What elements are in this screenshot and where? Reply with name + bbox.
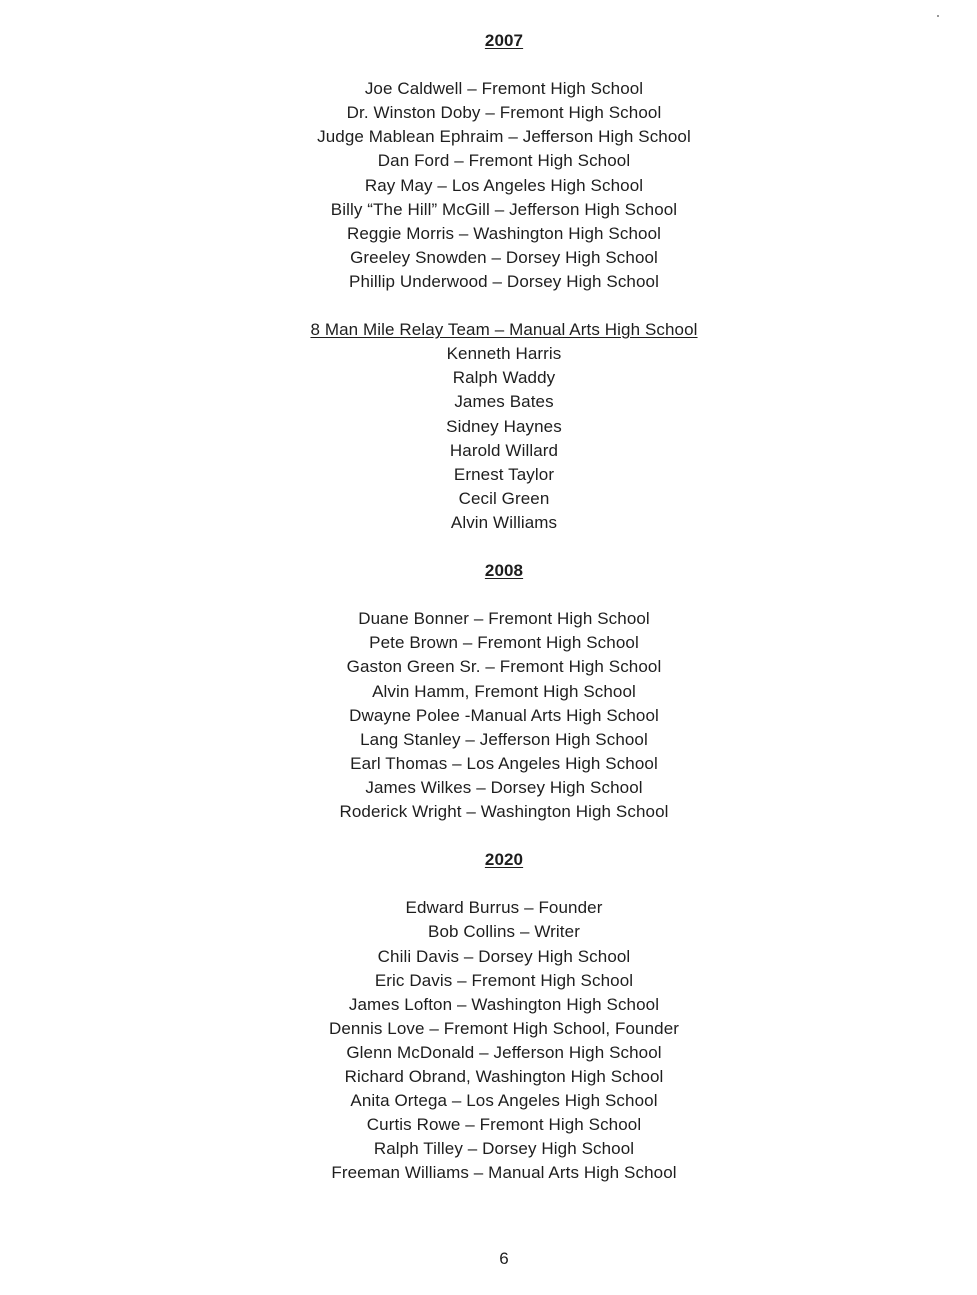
list-item: Bob Collins – Writer (428, 922, 580, 942)
list-item: Glenn McDonald – Jefferson High School (346, 1042, 662, 1062)
list-item: Alvin Hamm, Fremont High School (372, 681, 636, 701)
list-item: Lang Stanley – Jefferson High School (360, 729, 648, 749)
list-item: James Lofton – Washington High School (348, 994, 660, 1014)
year-heading-2008: 2008 (484, 561, 524, 581)
list-item: James Wilkes – Dorsey High School (365, 777, 643, 797)
list-item: Phillip Underwood – Dorsey High School (349, 271, 659, 291)
list-item: Sidney Haynes (446, 416, 562, 436)
list-item: Dwayne Polee -Manual Arts High School (349, 705, 659, 725)
list-item: Pete Brown – Fremont High School (369, 633, 639, 653)
list-item: Edward Burrus – Founder (405, 898, 603, 918)
list-item: Alvin Williams (450, 512, 558, 532)
inductee-group-2007 (0, 77, 977, 294)
inductee-list (0, 29, 977, 1186)
list-item: Roderick Wright – Washington High School (339, 802, 669, 821)
year-heading-2007: 2007 (484, 31, 524, 50)
list-item: Richard Obrand, Washington High School (344, 1067, 664, 1087)
inductee-group-2020 (0, 896, 977, 1185)
list-item: Reggie Morris – Washington High School (346, 223, 662, 243)
list-item: Curtis Rowe – Fremont High School (366, 1115, 642, 1135)
list-item: Anita Ortega – Los Angeles High School (350, 1091, 658, 1111)
list-item: Kenneth Harris (446, 344, 562, 364)
list-item: Gaston Green Sr. – Fremont High School (346, 657, 662, 677)
list-item: Ralph Waddy (452, 368, 556, 388)
list-item: Eric Davis – Fremont High School (374, 970, 634, 990)
list-item: Harold Willard (449, 440, 559, 460)
list-item: Earl Thomas – Los Angeles High School (350, 753, 658, 773)
list-item: Ralph Tilley – Dorsey High School (373, 1139, 635, 1159)
list-item: Freeman Williams – Manual Arts High School (331, 1163, 677, 1183)
list-item: Billy “The Hill” McGill – Jefferson High School (330, 199, 678, 219)
list-item: Ernest Taylor (453, 464, 555, 484)
list-item: Duane Bonner – Fremont High School (358, 609, 650, 629)
scan-speck (937, 15, 939, 17)
list-item: Dan Ford – Fremont High School (377, 151, 631, 171)
relay-team-members (0, 342, 977, 535)
list-item: Ray May – Los Angeles High School (364, 175, 644, 195)
list-item: Chili Davis – Dorsey High School (377, 946, 631, 966)
year-heading-2020: 2020 (484, 850, 524, 870)
list-item: Cecil Green (458, 488, 550, 508)
list-item: Joe Caldwell – Fremont High School (364, 79, 644, 99)
list-item: Judge Mablean Ephraim – Jefferson High School (317, 127, 691, 147)
list-item: James Bates (454, 392, 554, 412)
list-item: Greeley Snowden – Dorsey High School (350, 247, 658, 267)
page-number: 6 (499, 1249, 509, 1268)
list-item: Dennis Love – Fremont High School, Founder (328, 1018, 680, 1038)
relay-team-heading: 8 Man Mile Relay Team – Manual Arts High School (310, 320, 698, 340)
list-item: Dr. Winston Doby – Fremont High School (346, 103, 662, 123)
inductee-group-2008 (0, 607, 977, 824)
